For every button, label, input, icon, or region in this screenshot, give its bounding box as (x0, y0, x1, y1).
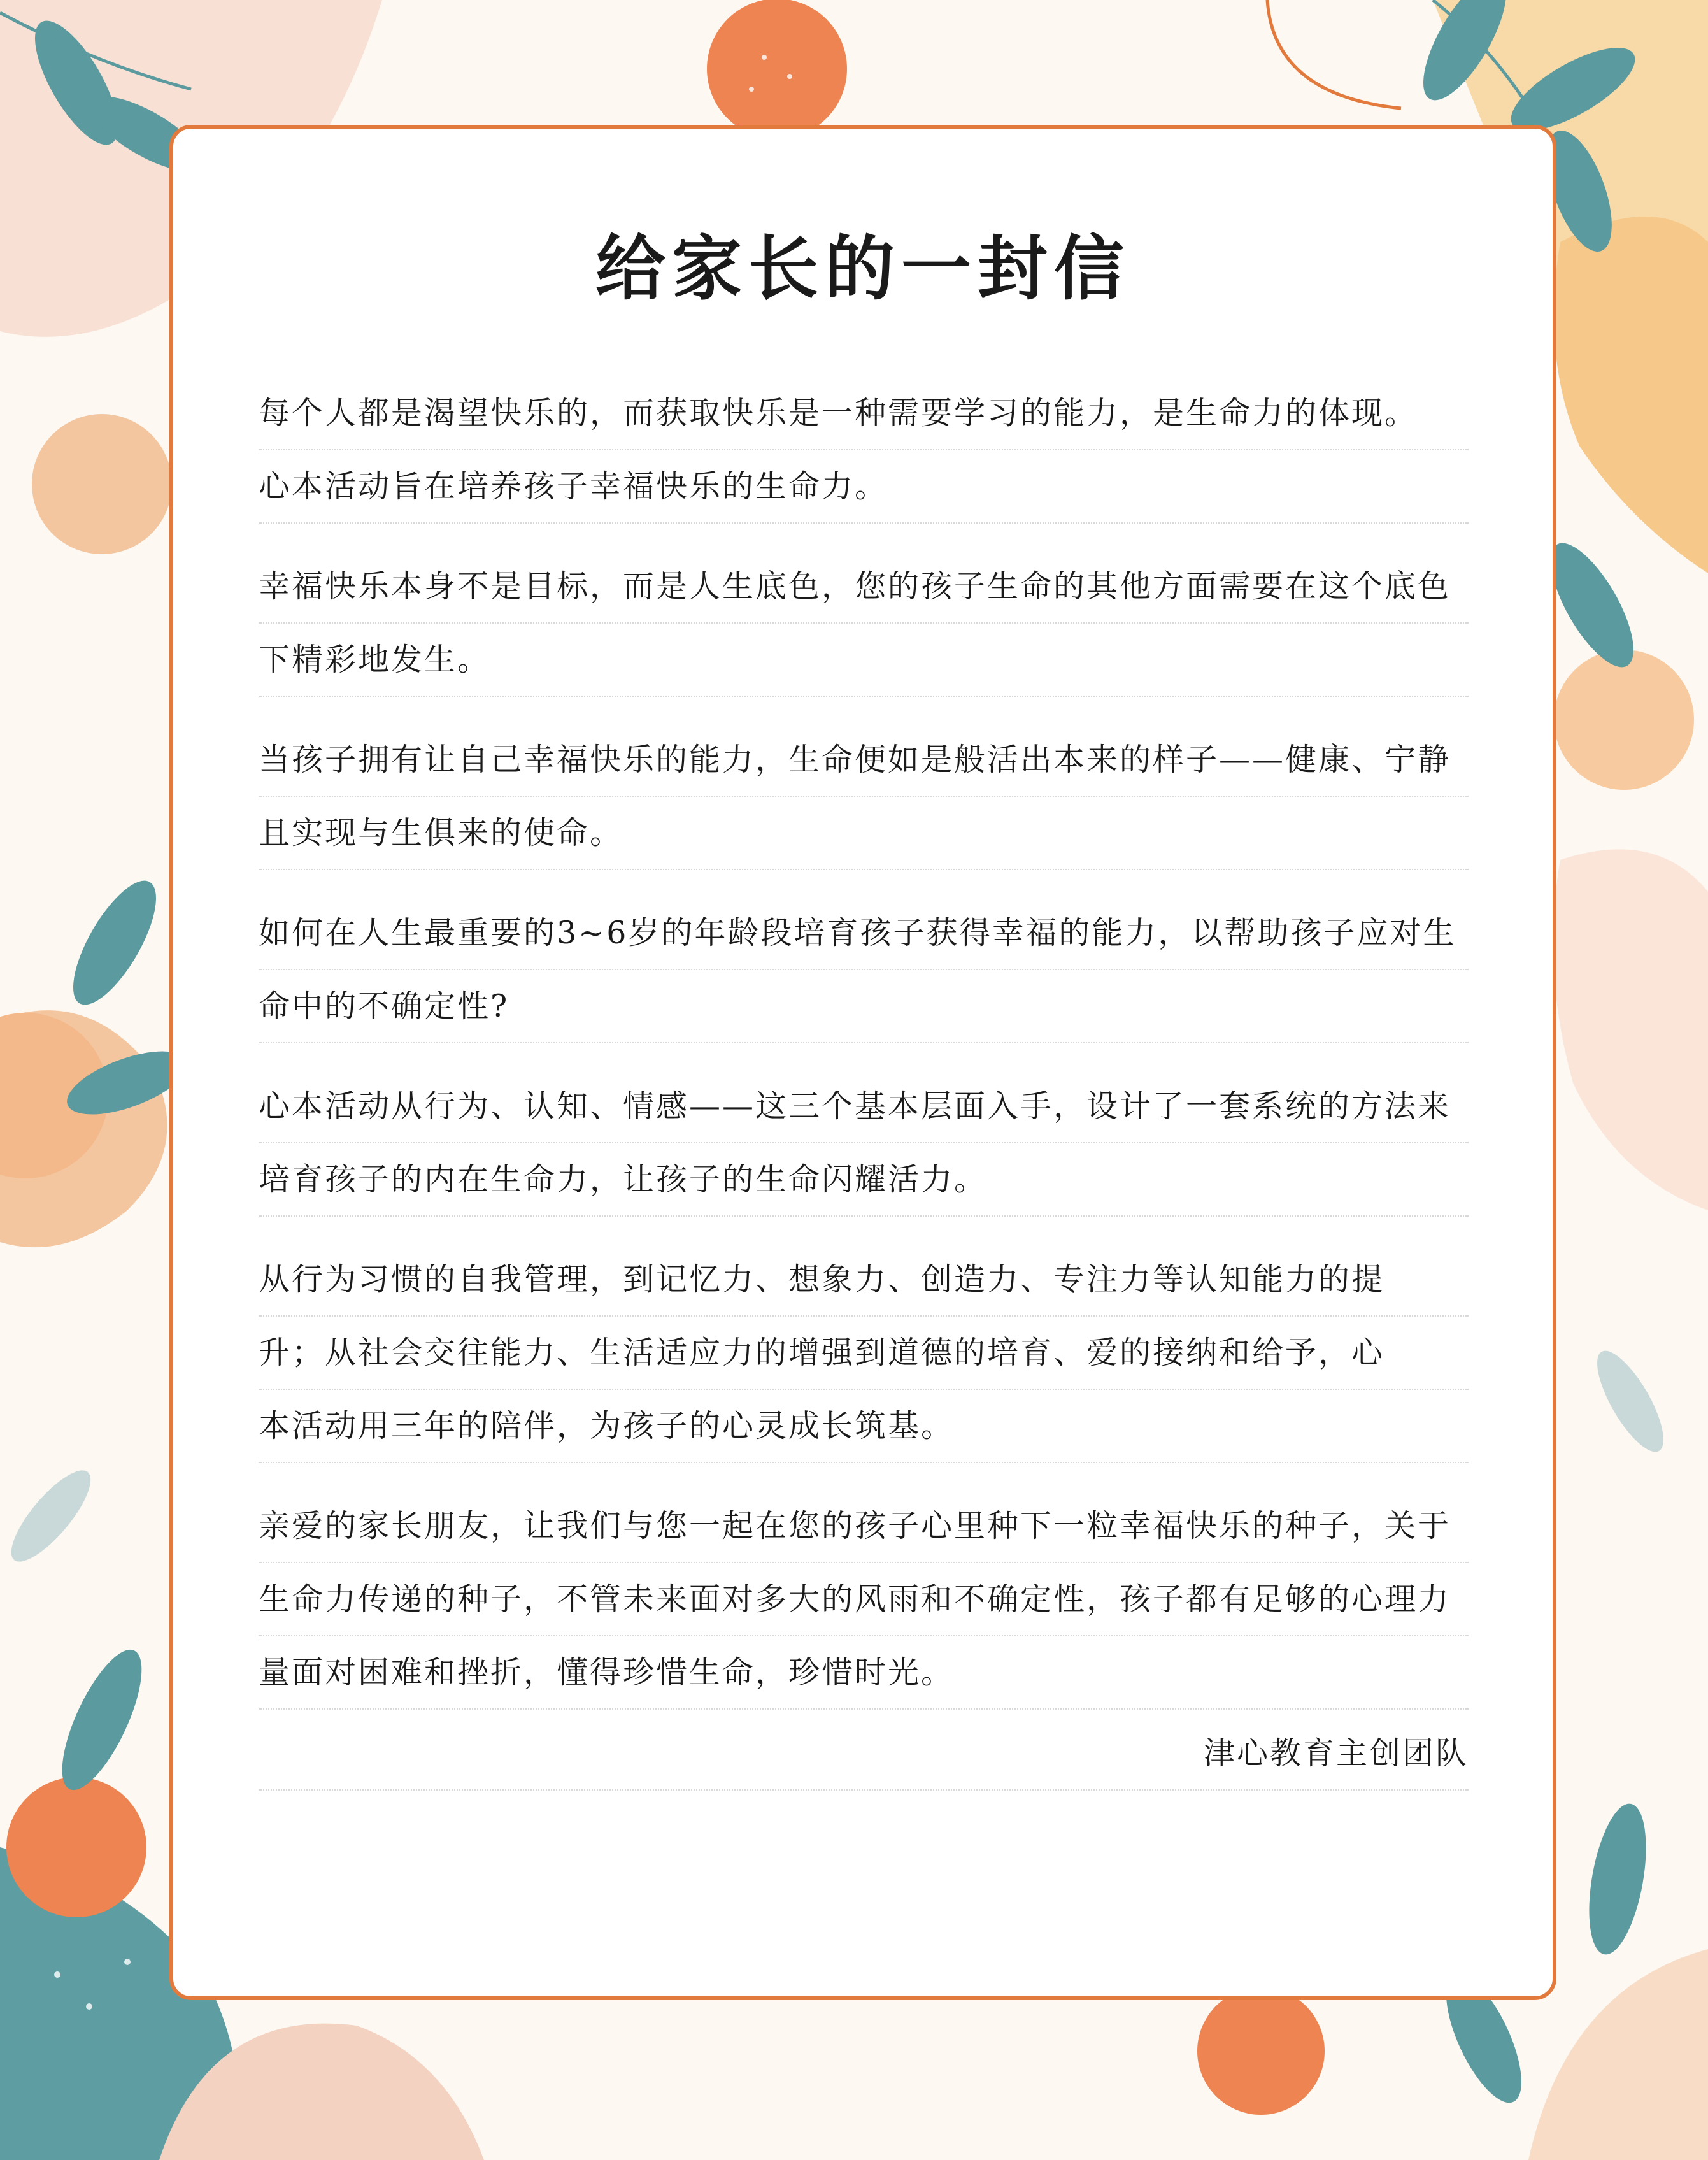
text-line: 本活动用三年的陪伴，为孩子的心灵成长筑基。 (259, 1390, 1469, 1463)
paragraph (259, 377, 1469, 524)
text-line: 下精彩地发生。 (259, 624, 1469, 697)
text-line: 心本活动旨在培养孩子幸福快乐的生命力。 (259, 450, 1469, 524)
letter-body (259, 377, 1469, 1791)
letter-card (169, 125, 1556, 2000)
text-line: 如何在人生最重要的3~6岁的年龄段培育孩子获得幸福的能力，以帮助孩子应对生 (259, 897, 1469, 970)
paragraph (259, 1243, 1469, 1463)
text-line: 幸福快乐本身不是目标，而是人生底色，您的孩子生命的其他方面需要在这个底色 (259, 550, 1469, 624)
paragraph (259, 1490, 1469, 1710)
signature: 津心教育主创团队 (259, 1717, 1469, 1791)
text-line: 当孩子拥有让自己幸福快乐的能力，生命便如是般活出本来的样子——健康、宁静 (259, 724, 1469, 797)
letter-title: 给家长的一封信 (595, 227, 1130, 310)
text-line: 亲爱的家长朋友，让我们与您一起在您的孩子心里种下一粒幸福快乐的种子，关于 (259, 1490, 1469, 1563)
paragraph (259, 897, 1469, 1043)
text-line: 且实现与生俱来的使命。 (259, 797, 1469, 870)
text-line: 量面对困难和挫折，懂得珍惜生命，珍惜时光。 (259, 1636, 1469, 1710)
text-line: 培育孩子的内在生命力，让孩子的生命闪耀活力。 (259, 1143, 1469, 1217)
paragraph (259, 1070, 1469, 1217)
paragraph (259, 550, 1469, 697)
text-line: 每个人都是渴望快乐的，而获取快乐是一种需要学习的能力，是生命力的体现。 (259, 377, 1469, 450)
text-line: 升；从社会交往能力、生活适应力的增强到道德的培育、爱的接纳和给予，心 (259, 1317, 1469, 1390)
text-line: 命中的不确定性? (259, 970, 1469, 1043)
text-line: 从行为习惯的自我管理，到记忆力、想象力、创造力、专注力等认知能力的提 (259, 1243, 1469, 1317)
text-line: 生命力传递的种子，不管未来面对多大的风雨和不确定性，孩子都有足够的心理力 (259, 1563, 1469, 1636)
paragraph (259, 724, 1469, 870)
text-line: 心本活动从行为、认知、情感——这三个基本层面入手，设计了一套系统的方法来 (259, 1070, 1469, 1143)
